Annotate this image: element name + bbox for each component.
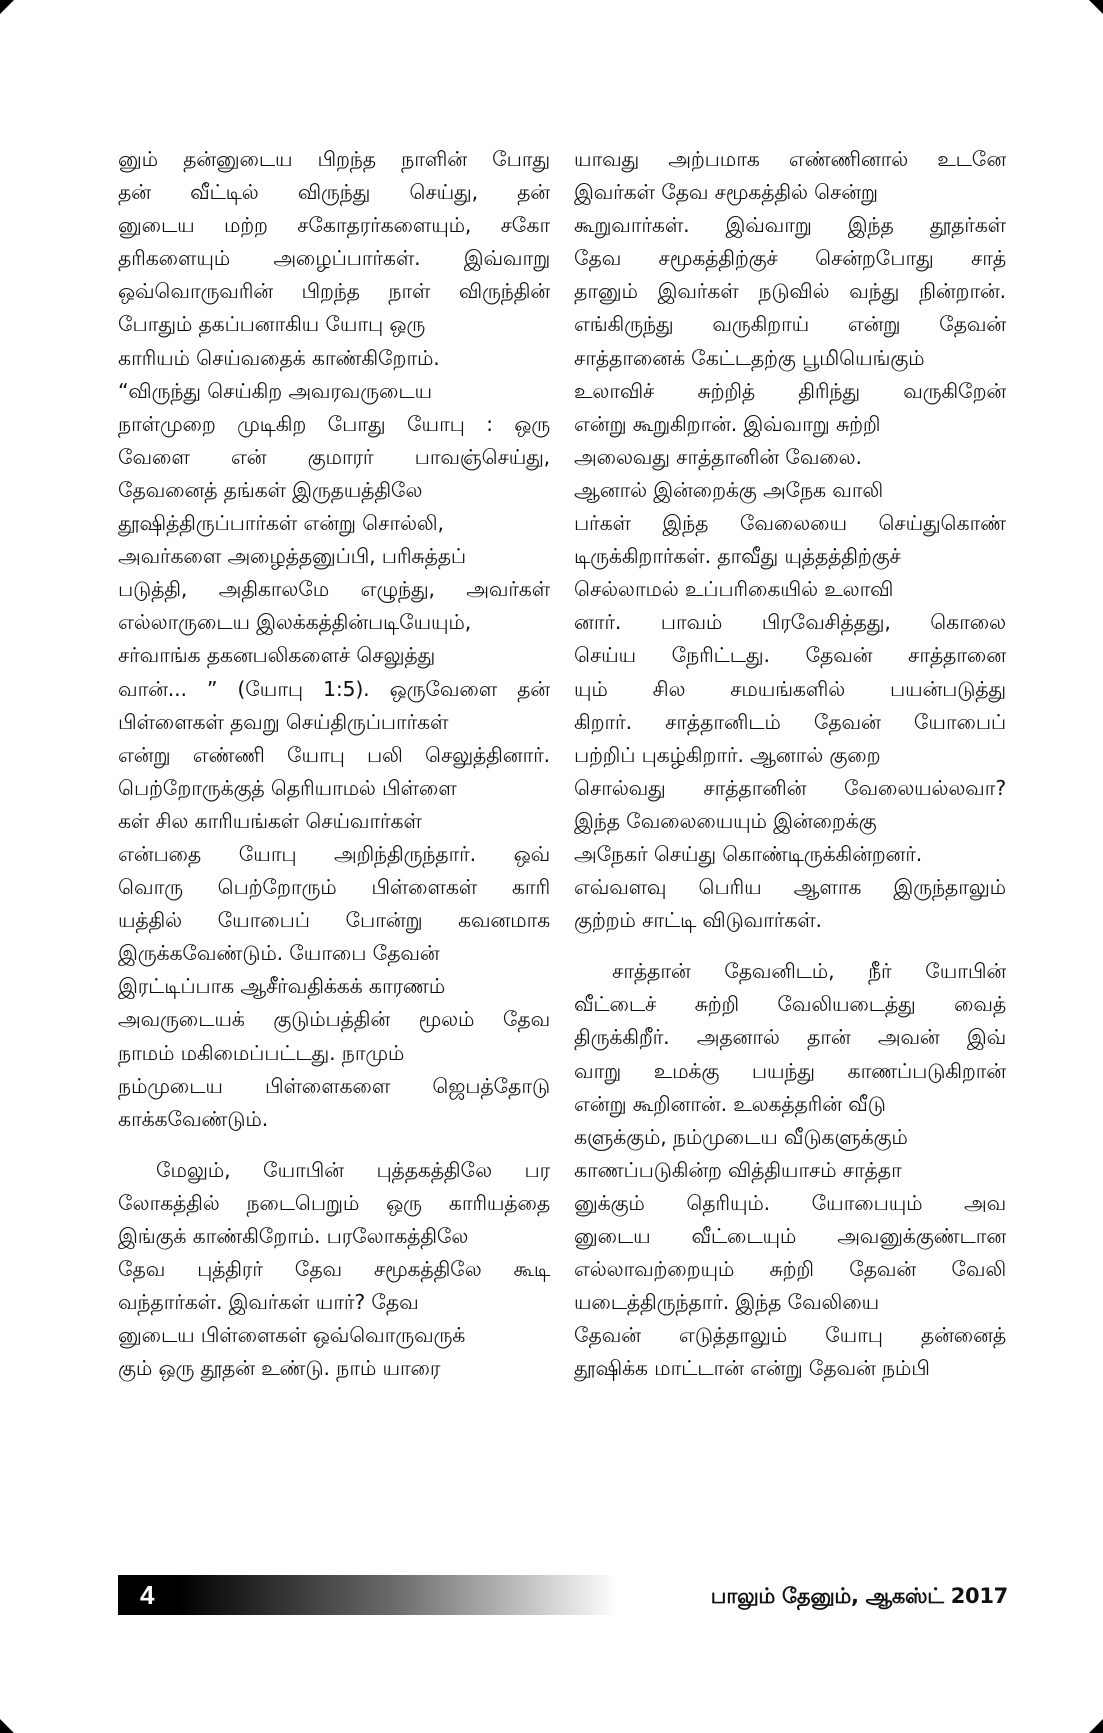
text-line: வந்தார்கள். இவர்கள் யார்? தேவ — [118, 1290, 419, 1315]
left-paragraph-1 — [118, 143, 550, 1136]
paragraph-gap — [574, 937, 1006, 955]
text-line: ஒவ்வொருவரின் பிறந்த நாள் விருந்தின் — [118, 279, 550, 304]
footer-gradient-bar — [118, 1575, 618, 1615]
text-line: காரியம் செய்வதைக் காண்கிறோம். — [118, 345, 440, 370]
text-line: இரட்டிப்பாக ஆசீர்வதிக்கக் காரணம் — [118, 974, 446, 999]
text-line: னுடைய மற்ற சகோதரர்களையும், சகோ — [118, 213, 550, 238]
text-line: பற்றிப் புகழ்கிறார். ஆனால் குறை — [574, 742, 881, 767]
corner-mark-bottom-right — [1089, 1719, 1103, 1733]
text-line: யத்தில் யோபைப் போன்று கவனமாக — [118, 908, 550, 933]
text-line: ஆனால் இன்றைக்கு அநேக வாலி — [574, 477, 884, 502]
right-column — [574, 143, 1006, 1385]
text-line: களுக்கும், நம்முடைய வீடுகளுக்கும் — [574, 1124, 908, 1149]
text-line: யாவது அற்பமாக எண்ணினால் உடனே — [574, 147, 1006, 171]
left-paragraph-2 — [118, 1154, 550, 1386]
text-line: வீட்டைச் சுற்றி வேலியடைத்து வைத் — [574, 992, 1006, 1017]
text-line: காணப்படுகின்ற வித்தியாசம் சாத்தா — [574, 1157, 902, 1182]
text-line: செய்ய நேரிட்டது. தேவன் சாத்தானை — [574, 643, 1006, 668]
text-line: அவருடையக் குடும்பத்தின் மூலம் தேவ — [118, 1007, 550, 1032]
text-line: னுக்கும் தெரியும். யோபையும் அவ — [574, 1190, 1006, 1215]
text-line: “விருந்து செய்கிற அவரவருடைய — [118, 378, 432, 403]
text-line: என்று கூறுகிறான். இவ்வாறு சுற்றி — [574, 411, 881, 436]
text-line: வொரு பெற்றோரும் பிள்ளைகள் காரி — [118, 875, 550, 900]
text-line: நாமம் மகிமைப்பட்டது. நாமும் — [118, 1040, 405, 1065]
text-line: பிள்ளைகள் தவறு செய்திருப்பார்கள் — [118, 709, 449, 734]
text-line: பர்கள் இந்த வேலையை செய்துகொண் — [574, 511, 1006, 536]
text-line: படுத்தி, அதிகாலமே எழுந்து, அவர்கள் — [118, 577, 550, 602]
text-line: திருக்கிறீர். அதனால் தான் அவன் இவ் — [574, 1025, 1006, 1050]
text-line: அலைவது சாத்தானின் வேலை. — [574, 444, 862, 469]
text-line: சொல்வது சாத்தானின் வேலையல்லவா? — [574, 775, 1006, 800]
text-line: எங்கிருந்து வருகிறாய் என்று தேவன் — [574, 312, 1006, 337]
text-line: என்று எண்ணி யோபு பலி செலுத்தினார். — [118, 742, 550, 767]
text-line: தூஷிக்க மாட்டான் என்று தேவன் நம்பி — [574, 1356, 930, 1381]
text-line: தேவன் எடுத்தாலும் யோபு தன்னைத் — [574, 1323, 1006, 1348]
text-line: எல்லாவற்றையும் சுற்றி தேவன் வேலி — [574, 1257, 1006, 1282]
text-line: என்பதை யோபு அறிந்திருந்தார். ஒவ் — [118, 841, 550, 866]
text-line: சர்வாங்க தகனபலிகளைச் செலுத்து — [118, 643, 436, 668]
text-line: போதும் தகப்பனாகிய யோபு ஒரு — [118, 312, 426, 337]
text-line: சாத்தான் தேவனிடம், நீர் யோபின் — [612, 959, 1006, 984]
text-line: எவ்வளவு பெரிய ஆளாக இருந்தாலும் — [574, 875, 1006, 900]
text-line: இருக்கவேண்டும். யோபை தேவன் — [118, 941, 440, 966]
text-line: கள் சில காரியங்கள் செய்வார்கள் — [118, 808, 422, 833]
text-line: இவர்கள் தேவ சமூகத்தில் சென்று — [574, 180, 878, 205]
text-line: நாள்முறை முடிகிற போது யோபு : ஒரு — [118, 411, 550, 436]
text-line: என்று கூறினான். உலகத்தரின் வீடு — [574, 1091, 886, 1116]
text-line: தானும் இவர்கள் நடுவில் வந்து நின்றான். — [574, 279, 1006, 304]
magazine-footer-title: பாலும் தேனும், ஆகஸ்ட் 2017 — [710, 1584, 1008, 1608]
text-line: கூறுவார்கள். இவ்வாறு இந்த தூதர்கள் — [574, 213, 1006, 238]
text-line: வான்... ” (யோபு 1:5). ஒருவேளை தன் — [118, 676, 550, 701]
corner-mark-top-left — [0, 0, 14, 14]
left-column — [118, 143, 550, 1385]
text-line: வேளை என் குமாரர் பாவஞ்செய்து, — [118, 444, 550, 469]
text-line: உலாவிச் சுற்றித் திரிந்து வருகிறேன் — [574, 378, 1006, 403]
corner-mark-bottom-left — [0, 1719, 14, 1733]
text-line: மேலும், யோபின் புத்தகத்திலே பர — [156, 1157, 550, 1182]
text-line: அவர்களை அழைத்தனுப்பி, பரிசுத்தப் — [118, 544, 466, 569]
text-line: செல்லாமல் உப்பரிகையில் உலாவி — [574, 577, 894, 602]
text-line: தூஷித்திருப்பார்கள் என்று சொல்லி, — [118, 511, 444, 536]
text-line: தேவ சமூகத்திற்குச் சென்றபோது சாத் — [574, 246, 1006, 271]
right-paragraph-1 — [574, 143, 1006, 937]
page-number: 4 — [140, 1580, 155, 1610]
paragraph-gap — [118, 1136, 550, 1154]
text-line: தரிகளையும் அழைப்பார்கள். இவ்வாறு — [118, 246, 550, 271]
text-line: னுடைய பிள்ளைகள் ஒவ்வொருவருக் — [118, 1323, 466, 1348]
text-line: னார். பாவம் பிரவேசித்தது, கொலை — [574, 610, 1006, 635]
text-line: னுடைய வீட்டையும் அவனுக்குண்டான — [574, 1224, 1006, 1248]
text-line: தன் வீட்டில் விருந்து செய்து, தன் — [118, 180, 550, 205]
text-line: எல்லாருடைய இலக்கத்தின்படியேயும், — [118, 610, 472, 635]
right-paragraph-2 — [574, 955, 1006, 1385]
text-line: குற்றம் சாட்டி விடுவார்கள். — [574, 908, 822, 933]
text-line: அநேகர் செய்து கொண்டிருக்கின்றனர். — [574, 841, 923, 866]
text-line: லோகத்தில் நடைபெறும் ஒரு காரியத்தை — [118, 1190, 550, 1215]
text-line: சாத்தானைக் கேட்டதற்கு பூமியெங்கும் — [574, 345, 925, 370]
text-line: கிறார். சாத்தானிடம் தேவன் யோபைப் — [574, 709, 1006, 734]
text-line: தேவனைத் தங்கள் இருதயத்திலே — [118, 477, 423, 502]
text-line: இங்குக் காண்கிறோம். பரலோகத்திலே — [118, 1224, 469, 1248]
text-line: தேவ புத்திரர் தேவ சமூகத்திலே கூடி — [118, 1257, 550, 1282]
text-line: யும் சில சமயங்களில் பயன்படுத்து — [574, 676, 1006, 701]
text-line: டிருக்கிறார்கள். தாவீது யுத்தத்திற்குச் — [574, 544, 901, 569]
text-line: கும் ஒரு தூதன் உண்டு. நாம் யாரை — [118, 1356, 441, 1381]
corner-mark-top-right — [1089, 0, 1103, 14]
text-line: யடைத்திருந்தார். இந்த வேலியை — [574, 1290, 879, 1315]
text-line: நம்முடைய பிள்ளைகளை ஜெபத்தோடு — [118, 1073, 550, 1098]
text-line: இந்த வேலையையும் இன்றைக்கு — [574, 808, 877, 833]
text-line: னும் தன்னுடைய பிறந்த நாளின் போது — [118, 147, 550, 171]
text-line: வாறு உமக்கு பயந்து காணப்படுகிறான் — [574, 1058, 1006, 1083]
text-line: காக்கவேண்டும். — [118, 1106, 269, 1131]
text-line: பெற்றோருக்குத் தெரியாமல் பிள்ளை — [118, 775, 457, 800]
